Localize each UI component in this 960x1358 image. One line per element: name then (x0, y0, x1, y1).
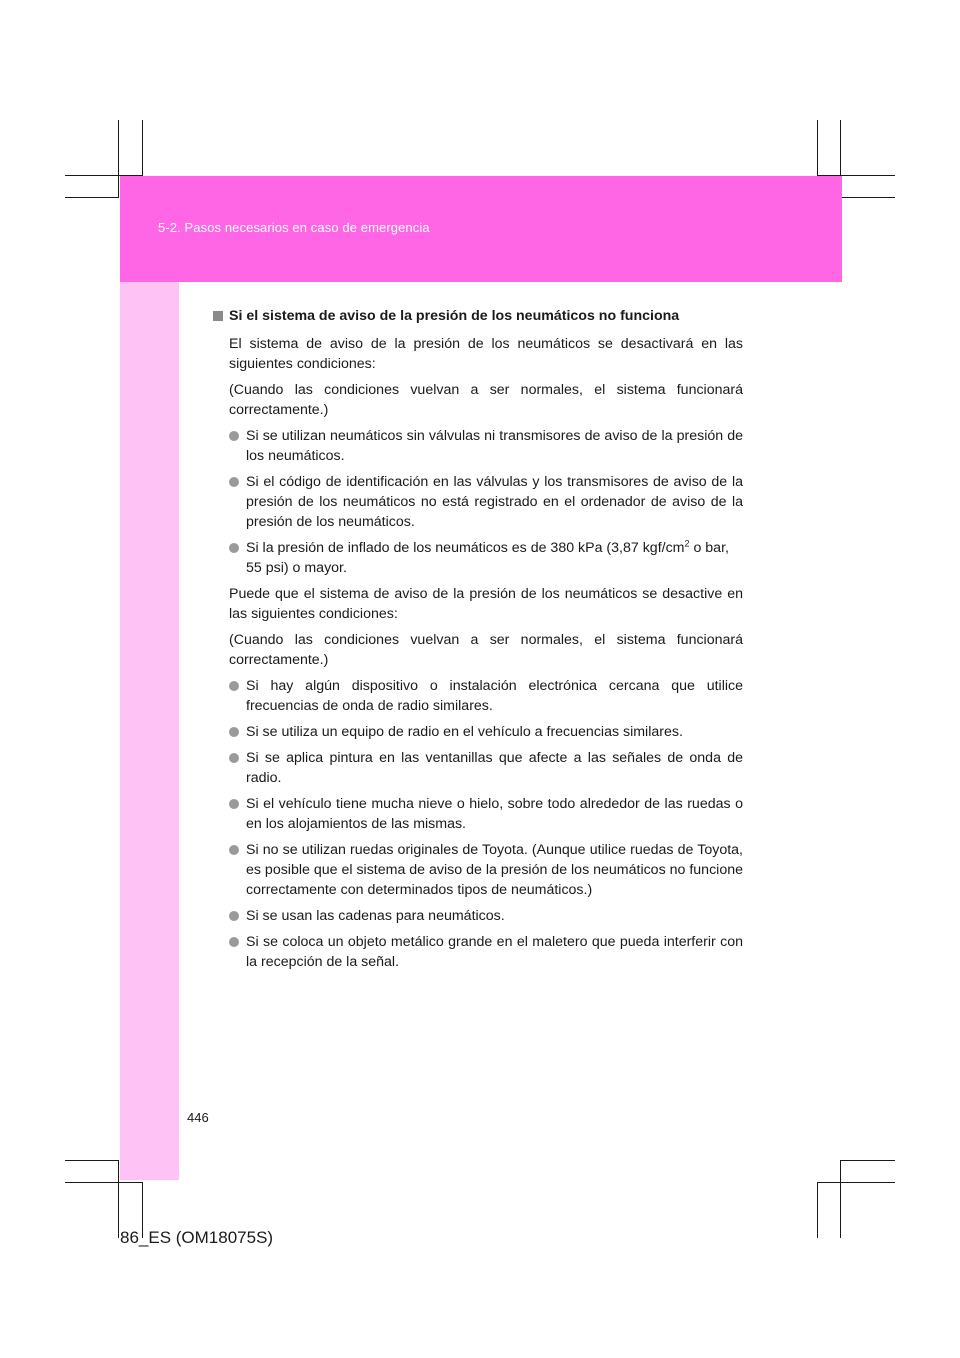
crop-mark (65, 1160, 119, 1161)
list-item-text: Si se utiliza un equipo de radio en el vehículo a frecuencias similares. (246, 724, 683, 740)
list-item-text: Si no se utilizan ruedas originales de Toyota. (Aunque utilice ruedas de Toyota, es posible que el sistema de aviso de la presión de los neumáticos no funcione correctamente con determinados tipos de neumáticos.) (246, 842, 743, 898)
list-item-text: o bar, 55 psi) o mayor. (246, 540, 729, 576)
crop-mark (142, 120, 143, 175)
main-content (213, 306, 743, 978)
list-item-text: Si el vehículo tiene mucha nieve o hielo, sobre todo alrededor de las ruedas o en los alojamientos de las mismas. (246, 796, 743, 832)
list-item (229, 538, 743, 578)
list-item-text: Si se utilizan neumáticos sin válvulas ni transmisores de aviso de la presión de los neumáticos. (246, 428, 743, 464)
section-header-band (120, 176, 842, 282)
crop-mark (65, 1182, 143, 1183)
bullet-icon (229, 727, 239, 737)
square-bullet-icon (213, 311, 223, 321)
list-item-text: Si se coloca un objeto metálico grande en el maletero que pueda interferir con la recepción de la señal. (246, 934, 743, 970)
paragraph: El sistema de aviso de la presión de los neumáticos se desactivará en las siguientes condiciones: (229, 336, 743, 372)
list-item-text: Si se aplica pintura en las ventanillas que afecte a las señales de onda de radio. (246, 750, 743, 786)
bullet-icon (229, 431, 239, 441)
crop-mark (65, 197, 119, 198)
crop-mark (840, 1160, 841, 1238)
list-item (229, 840, 743, 900)
bullet-icon (229, 845, 239, 855)
crop-mark (817, 1182, 895, 1183)
section-title: 5-2. Pasos necesarios en caso de emergencia (158, 220, 430, 235)
crop-mark (118, 120, 119, 198)
bullet-icon (229, 543, 239, 553)
crop-mark (817, 120, 818, 175)
bullet-icon (229, 477, 239, 487)
document-code: 86_ES (OM18075S) (120, 1228, 274, 1247)
page-number: 446 (187, 1110, 209, 1125)
list-item (229, 906, 743, 926)
bullet-icon (229, 753, 239, 763)
list-item (229, 932, 743, 972)
list-item (229, 722, 743, 742)
list-item (229, 676, 743, 716)
bullet-icon (229, 937, 239, 947)
bullet-icon (229, 799, 239, 809)
list-item (229, 748, 743, 788)
crop-mark (817, 1182, 818, 1238)
superscript: 2 (684, 538, 690, 549)
section-heading (213, 306, 743, 326)
list-item-text: Si hay algún dispositivo o instalación electrónica cercana que utilice frecuencias de onda de radio similares. (246, 678, 743, 714)
list-item (229, 426, 743, 466)
paragraph: (Cuando las condiciones vuelvan a ser normales, el sistema funcionará correctamente.) (229, 632, 743, 668)
sidebar-strip (120, 282, 179, 1180)
paragraph: Puede que el sistema de aviso de la presión de los neumáticos se desactive en las siguientes condiciones: (229, 586, 743, 622)
list-item (229, 472, 743, 532)
list-item-text: Si se usan las cadenas para neumáticos. (246, 908, 505, 924)
section-heading-text: Si el sistema de aviso de la presión de los neumáticos no funciona (229, 308, 680, 324)
list-item (229, 794, 743, 834)
list-item-text: Si el código de identificación en las válvulas y los transmisores de aviso de la presión de los neumáticos no está registrado en el ordenador de aviso de la presión de los neumáticos. (246, 474, 743, 530)
paragraph: (Cuando las condiciones vuelvan a ser normales, el sistema funcionará correctamente.) (229, 382, 743, 418)
crop-mark (118, 1160, 119, 1238)
crop-mark (841, 1160, 895, 1161)
bullet-icon (229, 911, 239, 921)
bullet-icon (229, 681, 239, 691)
list-item-text: Si la presión de inflado de los neumáticos es de 380 kPa (3,87 kgf/cm (246, 540, 685, 556)
crop-mark (841, 197, 895, 198)
